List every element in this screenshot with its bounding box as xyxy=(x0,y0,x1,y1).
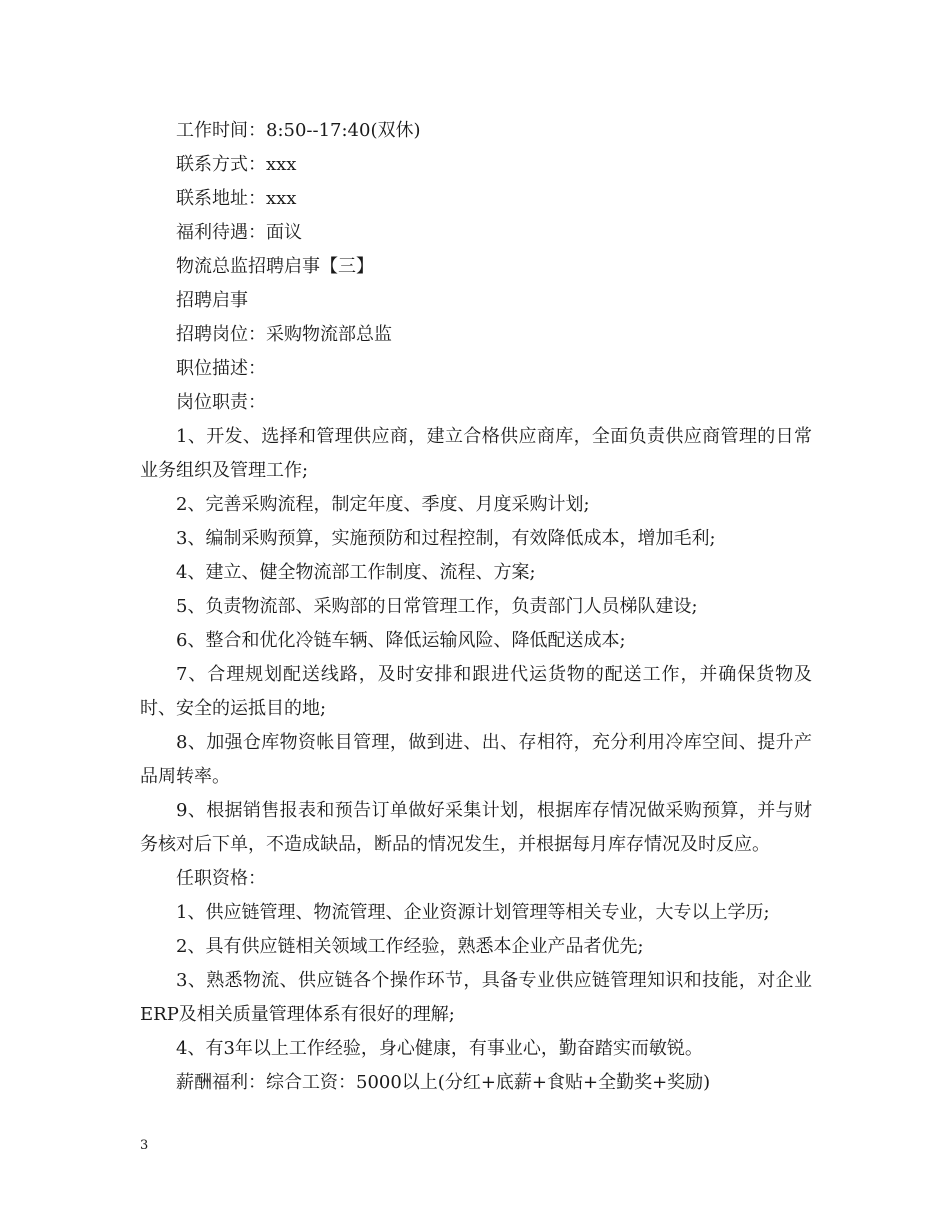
page-number: 3 xyxy=(140,1138,149,1153)
list-item: 1、开发、选择和管理供应商，建立合格供应商库，全面负责供应商管理的日常业务组织及管理工作; xyxy=(140,426,812,481)
paragraph: 任职资格： xyxy=(176,868,266,889)
document-body xyxy=(140,114,812,1100)
paragraph: 招聘启事 xyxy=(176,290,248,311)
paragraph: 岗位职责： xyxy=(176,392,266,413)
list-item: 9、根据销售报表和预告订单做好采集计划，根据库存情况做采购预算，并与财务核对后下单，不造成缺品，断品的情况发生，并根据每月库存情况及时反应。 xyxy=(140,800,812,855)
list-item: 3、熟悉物流、供应链各个操作环节，具备专业供应链管理知识和技能，对企业ERP及相关质量管理体系有很好的理解; xyxy=(140,970,812,1025)
list-item: 2、完善采购流程，制定年度、季度、月度采购计划; xyxy=(176,494,590,515)
list-item: 8、加强仓库物资帐目管理，做到进、出、存相符，充分利用冷库空间、提升产品周转率。 xyxy=(140,732,812,787)
paragraph: 联系地址：xxx xyxy=(176,188,297,209)
paragraph: 联系方式：xxx xyxy=(176,154,297,175)
section-title: 物流总监招聘启事【三】 xyxy=(176,256,374,277)
paragraph: 薪酬福利：综合工资：5000以上(分红+底薪+食贴+全勤奖+奖励) xyxy=(176,1072,711,1093)
list-item: 4、有3年以上工作经验，身心健康，有事业心，勤奋踏实而敏锐。 xyxy=(176,1038,703,1059)
paragraph: 招聘岗位：采购物流部总监 xyxy=(176,324,392,345)
list-item: 7、合理规划配送线路，及时安排和跟进代运货物的配送工作，并确保货物及时、安全的运抵目的地; xyxy=(140,664,812,719)
paragraph: 福利待遇：面议 xyxy=(176,222,302,243)
list-item: 5、负责物流部、采购部的日常管理工作，负责部门人员梯队建设; xyxy=(176,596,698,617)
list-item: 4、建立、健全物流部工作制度、流程、方案; xyxy=(176,562,536,583)
list-item: 6、整合和优化冷链车辆、降低运输风险、降低配送成本; xyxy=(176,630,626,651)
paragraph: 工作时间：8:50--17:40(双休) xyxy=(176,120,421,141)
list-item: 2、具有供应链相关领域工作经验，熟悉本企业产品者优先; xyxy=(176,936,644,957)
paragraph: 职位描述： xyxy=(176,358,266,379)
list-item: 1、供应链管理、物流管理、企业资源计划管理等相关专业，大专以上学历; xyxy=(176,902,770,923)
list-item: 3、编制采购预算，实施预防和过程控制，有效降低成本，增加毛利; xyxy=(176,528,716,549)
